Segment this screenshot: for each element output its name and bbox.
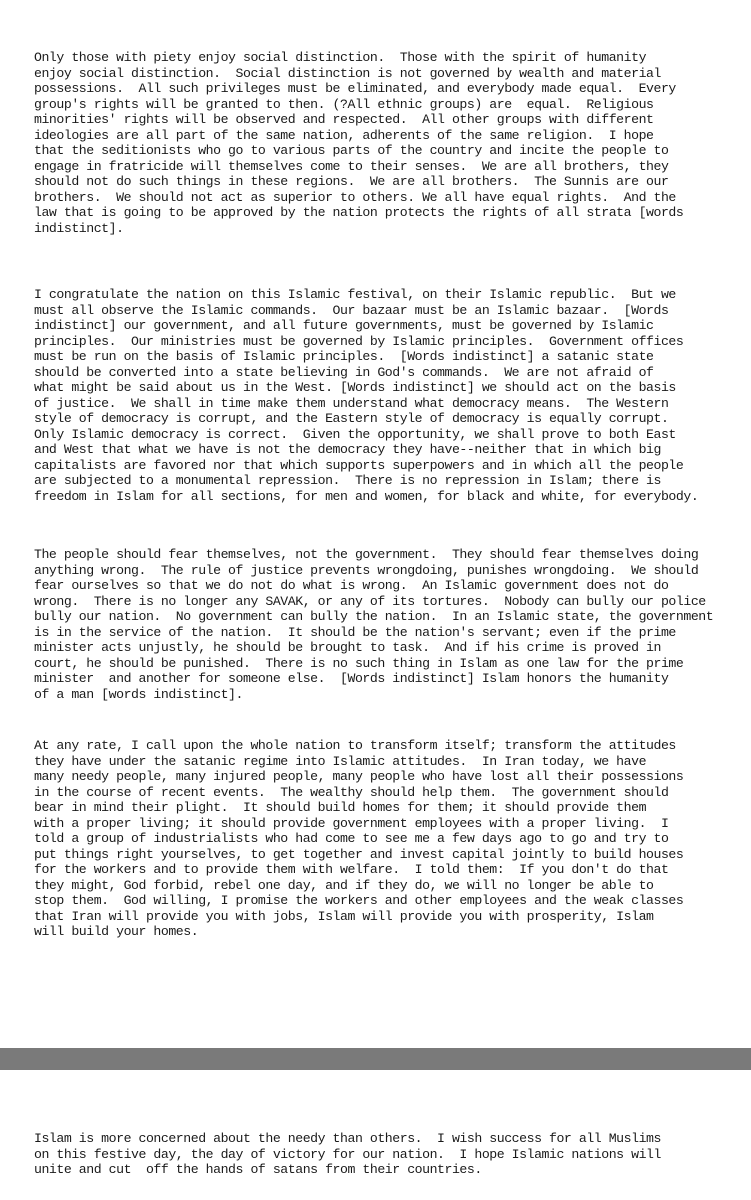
paragraph-transform-nation: At any rate, I call upon the whole nation to transform itself; transform the attitudes they have under the satanic regime into Islamic attitudes. In Iran today, we have many needy people, many injured people, many people who have lost all their possessions in the course of recent events. The wealthy should help them. The government should bear in mind their plight. It should build homes for them; it should provide them with a proper living; it should provide government employees with a proper living. I told a group of industrialists who had come to see me a few days ago to go and try to put things right yourselves, to get together and invest capital jointly to build houses for the workers and to provide them with welfare. I told them: If you don't do that they might, God forbid, rebel one day, and if they do, we will no longer be able to stop them. God willing, I promise the workers and other employees and the weak classes that Iran will provide you with jobs, Islam will provide you with prosperity, Islam will build your homes. — [34, 738, 684, 939]
page-divider — [0, 1048, 751, 1070]
paragraph-islamic-festival: I congratulate the nation on this Islamic festival, on their Islamic republic. But we must all observe the Islamic commands. Our bazaar must be an Islamic bazaar. [Words indistinct] our government, and all future governments, must be governed by Islamic principles. Our ministries must be governed by Islamic principles. Government offices must be run on the basis of Islamic principles. [Words indistinct] a satanic state should be converted into a state believing in God's commands. We are not afraid of what might be said about us in the West. [Words indistinct] we should act on the basis of justice. We shall in time make them understand what democracy means. The Western style of democracy is corrupt, and the Eastern style of democracy is equally corrupt. Only Islamic democracy is correct. Given the opportunity, we shall prove to both East and West that what we have is not the democracy they have--neither that in which big capitalists are favored nor that which supports superpowers and in which all the people are subjected to a monumental repression. There is no repression in Islam; there is freedom in Islam for all sections, for men and women, for black and white, for everybody. — [34, 287, 699, 504]
paragraph-needy-continuation: Islam is more concerned about the needy than others. I wish success for all Muslims on this festive day, the day of victory for our nation. I hope Islamic nations will unite and cut off the hands of satans from their countries. — [34, 1131, 661, 1177]
paragraph-social-distinction: Only those with piety enjoy social distinction. Those with the spirit of humanity enjoy social distinction. Social distinction is not governed by wealth and material possessions. All such privileges must be eliminated, and everybody made equal. Every group's rights will be granted to then. (?All ethnic groups) are equal. Religious minorities' rights will be observed and respected. All other groups with different ideologies are all part of the same nation, adherents of the same religion. I hope that the seditionists who go to various parts of the country and incite the people to engage in fratricide will themselves come to their senses. We are all brothers, they should not do such things in these regions. We are all brothers. The Sunnis are our brothers. We should not act as superior to others. We all have equal rights. And the law that is going to be approved by the nation protects the rights of all strata [words indistinct]. — [34, 50, 684, 236]
paragraph-fear-themselves: The people should fear themselves, not the government. They should fear themselves doing anything wrong. The rule of justice prevents wrongdoing, punishes wrongdoing. We should fear ourselves so that we do not do what is wrong. An Islamic government does not do wrong. There is no longer any SAVAK, or any of its tortures. Nobody can bully our police bully our nation. No government can bully the nation. In an Islamic state, the government is in the service of the nation. It should be the nation's servant; even if the prime minister acts unjustly, he should be brought to task. And if his crime is proved in court, he should be punished. There is no such thing in Islam as one law for the prime minister and another for someone else. [Words indistinct] Islam honors the humanity of a man [words indistinct]. — [34, 547, 714, 702]
